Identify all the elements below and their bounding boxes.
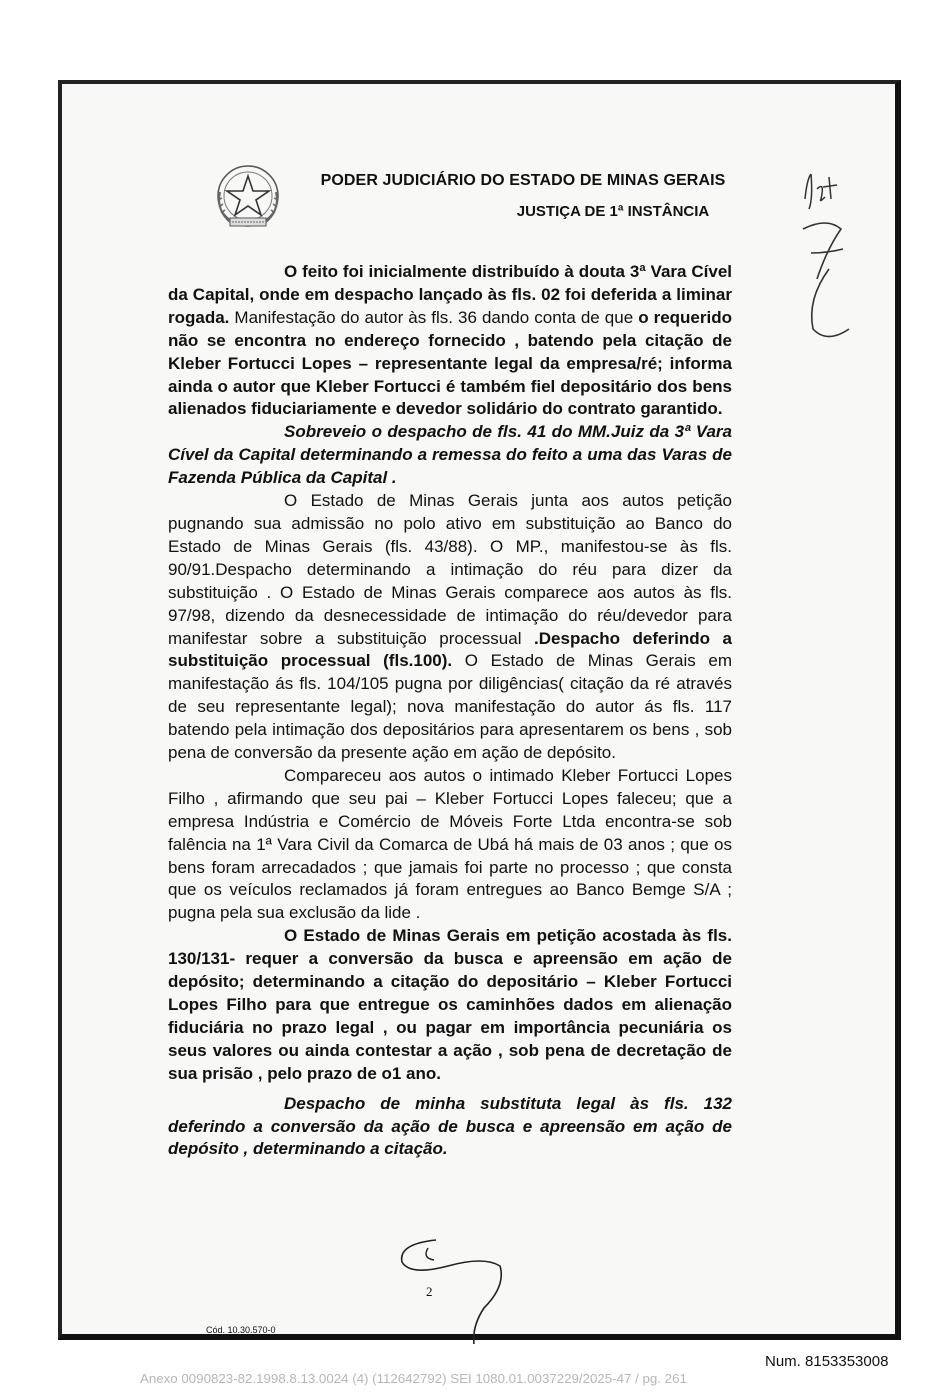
attachment-reference-stamp: Anexo 0090823-82.1998.8.13.0024 (4) (112642792) SEI 1080.01.0037229/2025-47 / pg. 261 (140, 1371, 687, 1386)
coat-of-arms-icon (212, 162, 284, 236)
document-body (168, 261, 732, 1161)
paragraph-3-bold: .Despacho deferindo a substituição processual (fls.100). (168, 628, 732, 671)
paragraph-1 (168, 261, 732, 421)
paragraph-1-plain: Manifestação do autor às fls. 36 dando conta de que (229, 307, 639, 327)
header-instance (298, 203, 848, 220)
paragraph-4: Compareceu aos autos o intimado Kleber Fortucci Lopes Filho , afirmando que seu pai – Kleber Fortucci Lopes faleceu; que a empresa Indústria e Comércio de Móveis Forte Ltda encontra-se sob falência na 1ª Vara Civil da Comarca de Ubá há mais de 03 anos ; que os bens foram arrecadados ; que jamais foi parte no processo ; que consta que os veículos reclamados já foram entregues ao Banco Bemge S/A ; pugna pela sua exclusão da lide . (168, 765, 732, 923)
paragraph-5: O Estado de Minas Gerais em petição acostada às fls. 130/131- requer a conversão da busca e apreensão em ação de depósito; determinando a citação do depositário – Kleber Fortucci Lopes Filho para que entregue os caminhões dados em alienação fiduciária no prazo legal , ou pagar em importância pecuniária os seus valores ou ainda contestar a ação , sob pena de decretação de sua prisão , pelo prazo de o1 ano. (168, 926, 732, 1083)
header-instance-text: JUSTIÇA DE 1ª INSTÂNCIA (516, 203, 710, 220)
scanned-page (58, 80, 901, 1340)
paragraph-1-bold-a: O feito foi inicialmente distribuído à douta 3ª Vara Cível da Capital, onde em despacho lançado às fls. 02 foi deferida a liminar rogada. (168, 262, 732, 327)
header-court-name: PODER JUDICIÁRIO DO ESTADO DE MINAS GERAIS (320, 172, 726, 189)
paragraph-3-plain-a: O Estado de Minas Gerais junta aos autos petição pugnando sua admissão no polo ativo em substituição ao Banco do Estado de Minas Gerais (fls. 43/88). O MP., manifestou-se às fls. 90/91.Despacho determinando a intimação do réu para dizer da substituição . O Estado de Minas Gerais comparece aos autos às fls. 97/98, dizendo da desnecessidade de intimação do réu/devedor para manifestar sobre a substituição processual (168, 491, 732, 648)
signature (388, 1236, 508, 1346)
paragraph-6: Despacho de minha substituta legal às fls. 132 deferindo a conversão da ação de busca e apreensão em ação de depósito , determinando a citação. (168, 1093, 732, 1159)
paragraph-1-bold-b: o requerido não se encontra no endereço fornecido , batendo pela citação de Kleber Fortucci Lopes – representante legal da empresa/ré; informa ainda o autor que Kleber Fortucci é também fiel depositário dos bens alienados fiduciariamente e devedor solidário do contrato garantido. (168, 307, 732, 419)
paragraph-2: Sobreveio o despacho de fls. 41 do MM.Juiz da 3ª Vara Cível da Capital determinando a remessa do feito a uma das Varas de Fazenda Pública da Capital . (168, 422, 732, 488)
document-number-stamp: Num. 8153353008 (765, 1353, 889, 1370)
paragraph-3-plain-b: O Estado de Minas Gerais em manifestação ás fls. 104/105 pugna por diligências( citação da ré através de seu representante legal); nova manifestação do autor ás fls. 117 batendo pela intimação dos depositários para apresentarem os bens , sob pena de conversão da presente ação em ação de depósito. (168, 651, 732, 763)
handwritten-page-note (797, 169, 867, 349)
form-code: Cód. 10.30.570-0 (206, 1325, 276, 1335)
paragraph-3 (168, 490, 732, 765)
page-number: 2 (426, 1284, 433, 1299)
